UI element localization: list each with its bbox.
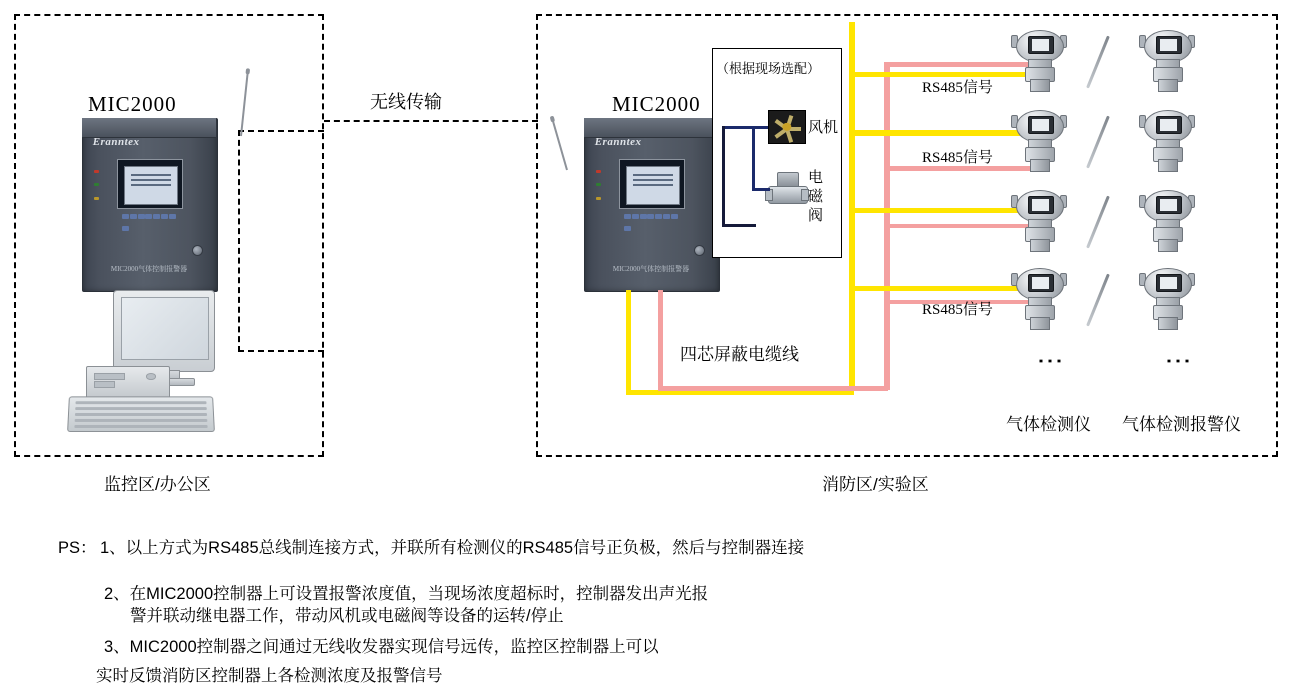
keyboard-keys xyxy=(74,401,208,427)
left-inner-dashed-bracket xyxy=(238,130,324,352)
gas-detector-alarm xyxy=(1140,110,1194,170)
left-controller-model-label: MIC2000 xyxy=(88,92,177,116)
bus-label-2: RS485信号 xyxy=(922,150,993,166)
gas-detector-alarm xyxy=(1140,30,1194,90)
gas-detector xyxy=(1012,30,1066,90)
bus-label-1: RS485信号 xyxy=(922,80,993,96)
detector-display xyxy=(1028,116,1054,134)
branch-yellow-2 xyxy=(849,130,1032,136)
pc-tower xyxy=(86,366,170,400)
cabinet-caption: MIC2000气体控制报警器 xyxy=(110,265,188,274)
cabinet-caption: MIC2000气体控制报警器 xyxy=(612,265,690,274)
bus-bottom-red xyxy=(658,386,888,391)
cabinet-keypad[interactable] xyxy=(122,214,176,238)
bus-trunk-yellow xyxy=(849,22,855,390)
keyboard[interactable] xyxy=(67,396,215,432)
status-led xyxy=(596,170,601,173)
detector-column-label-1: 气体检测仪 xyxy=(1006,415,1091,434)
detector-display xyxy=(1028,36,1054,54)
display-text-lines xyxy=(633,174,672,196)
detector-display-grid xyxy=(1032,277,1049,289)
tower-drive-bay xyxy=(94,381,116,387)
detector-display-grid xyxy=(1032,199,1049,211)
valve-label: 电磁阀 xyxy=(808,169,824,224)
left-controller xyxy=(82,118,216,290)
cabinet-keypad[interactable] xyxy=(624,214,678,238)
detector-display xyxy=(1156,274,1182,292)
detector-display xyxy=(1156,36,1182,54)
note-item-2: 2、在MIC2000控制器上可设置报警浓度值，当现场浓度超标时，控制器发出声光报 xyxy=(104,585,709,603)
detector-display-grid xyxy=(1032,119,1049,131)
right-controller-model-label: MIC2000 xyxy=(612,92,701,116)
tower-power-button[interactable] xyxy=(146,373,156,379)
branch-red-1 xyxy=(884,62,1032,67)
wireless-transmission-label: 无线传输 xyxy=(370,92,442,112)
detector-display-grid xyxy=(1160,199,1177,211)
status-led xyxy=(94,170,99,173)
note-item-3-cont: 实时反馈消防区控制器上各检测浓度及报警信号 xyxy=(96,667,443,685)
tower-drive-bay xyxy=(94,373,126,380)
detector-foot xyxy=(1158,239,1177,252)
status-led xyxy=(596,197,601,200)
cabinet-brand-label: Eranntex xyxy=(92,136,140,149)
note-item-3: 3、MIC2000控制器之间通过无线收发器实现信号远传，监控区控制器上可以 xyxy=(104,638,659,656)
zone-left-label: 监控区/办公区 xyxy=(104,475,211,494)
display-text-lines xyxy=(131,174,170,196)
relay-wire-trunk-h xyxy=(722,224,756,227)
detector-column-ellipsis: ⋮ xyxy=(1164,348,1193,374)
right-controller xyxy=(584,118,718,290)
controller-lead-yellow xyxy=(626,290,631,394)
wireless-link-line xyxy=(324,120,538,122)
gas-detector xyxy=(1012,268,1066,328)
note-item-1: 1、以上方式为RS485总线制连接方式，并联所有检测仪的RS485信号正负极，然后与控制器连接 xyxy=(100,539,805,557)
relay-wire-fan xyxy=(722,126,768,129)
zone-right-label: 消防区/实验区 xyxy=(822,475,929,494)
detector-foot xyxy=(1030,317,1049,330)
branch-yellow-4 xyxy=(849,286,1032,291)
cabinet-display xyxy=(619,159,685,209)
detector-display-grid xyxy=(1160,39,1177,51)
relay-wire-valve-h xyxy=(752,188,770,191)
display-inner xyxy=(626,166,679,205)
status-led xyxy=(596,183,601,186)
relay-wire-trunk xyxy=(722,126,725,226)
gas-detector-alarm xyxy=(1140,190,1194,250)
gas-detector xyxy=(1012,110,1066,170)
notes-prefix: PS： xyxy=(58,539,97,557)
status-led xyxy=(94,183,99,186)
cabinet-brand-label: Eranntex xyxy=(594,136,642,149)
detector-display-grid xyxy=(1160,119,1177,131)
fan-label: 风机 xyxy=(808,119,839,136)
branch-yellow-3 xyxy=(849,208,1032,213)
status-led xyxy=(94,197,99,200)
solenoid-valve-icon xyxy=(768,172,806,208)
detector-display-grid xyxy=(1032,39,1049,51)
relay-wire-valve xyxy=(752,126,755,190)
cabinet-top-panel xyxy=(82,118,216,138)
detector-foot xyxy=(1158,317,1177,330)
detector-foot xyxy=(1030,159,1049,172)
monitor-screen xyxy=(121,297,209,360)
display-inner xyxy=(124,166,177,205)
gas-detector xyxy=(1012,190,1066,250)
detector-display xyxy=(1028,274,1054,292)
detector-display xyxy=(1156,116,1182,134)
monitor xyxy=(113,290,215,372)
detector-foot xyxy=(1158,159,1177,172)
controller-lead-red xyxy=(658,290,663,394)
cable-label: 四芯屏蔽电缆线 xyxy=(680,345,799,364)
branch-red-3 xyxy=(884,224,1032,228)
detector-display xyxy=(1028,196,1054,214)
detector-foot xyxy=(1030,79,1049,92)
detector-column-label-2: 气体检测报警仪 xyxy=(1122,415,1241,434)
cabinet-display xyxy=(117,159,183,209)
cabinet-top-panel xyxy=(584,118,718,138)
note-item-2-cont: 警并联动继电器工作，带动风机或电磁阀等设备的运转/停止 xyxy=(130,607,564,625)
detector-foot xyxy=(1030,239,1049,252)
optional-devices-title: （根据现场选配） xyxy=(716,61,821,76)
detector-display-grid xyxy=(1160,277,1177,289)
detector-display xyxy=(1156,196,1182,214)
detector-foot xyxy=(1158,79,1177,92)
bus-label-3: RS485信号 xyxy=(922,302,993,318)
fan-icon xyxy=(768,110,806,144)
gas-detector-alarm xyxy=(1140,268,1194,328)
detector-column-ellipsis: ⋮ xyxy=(1036,348,1065,374)
